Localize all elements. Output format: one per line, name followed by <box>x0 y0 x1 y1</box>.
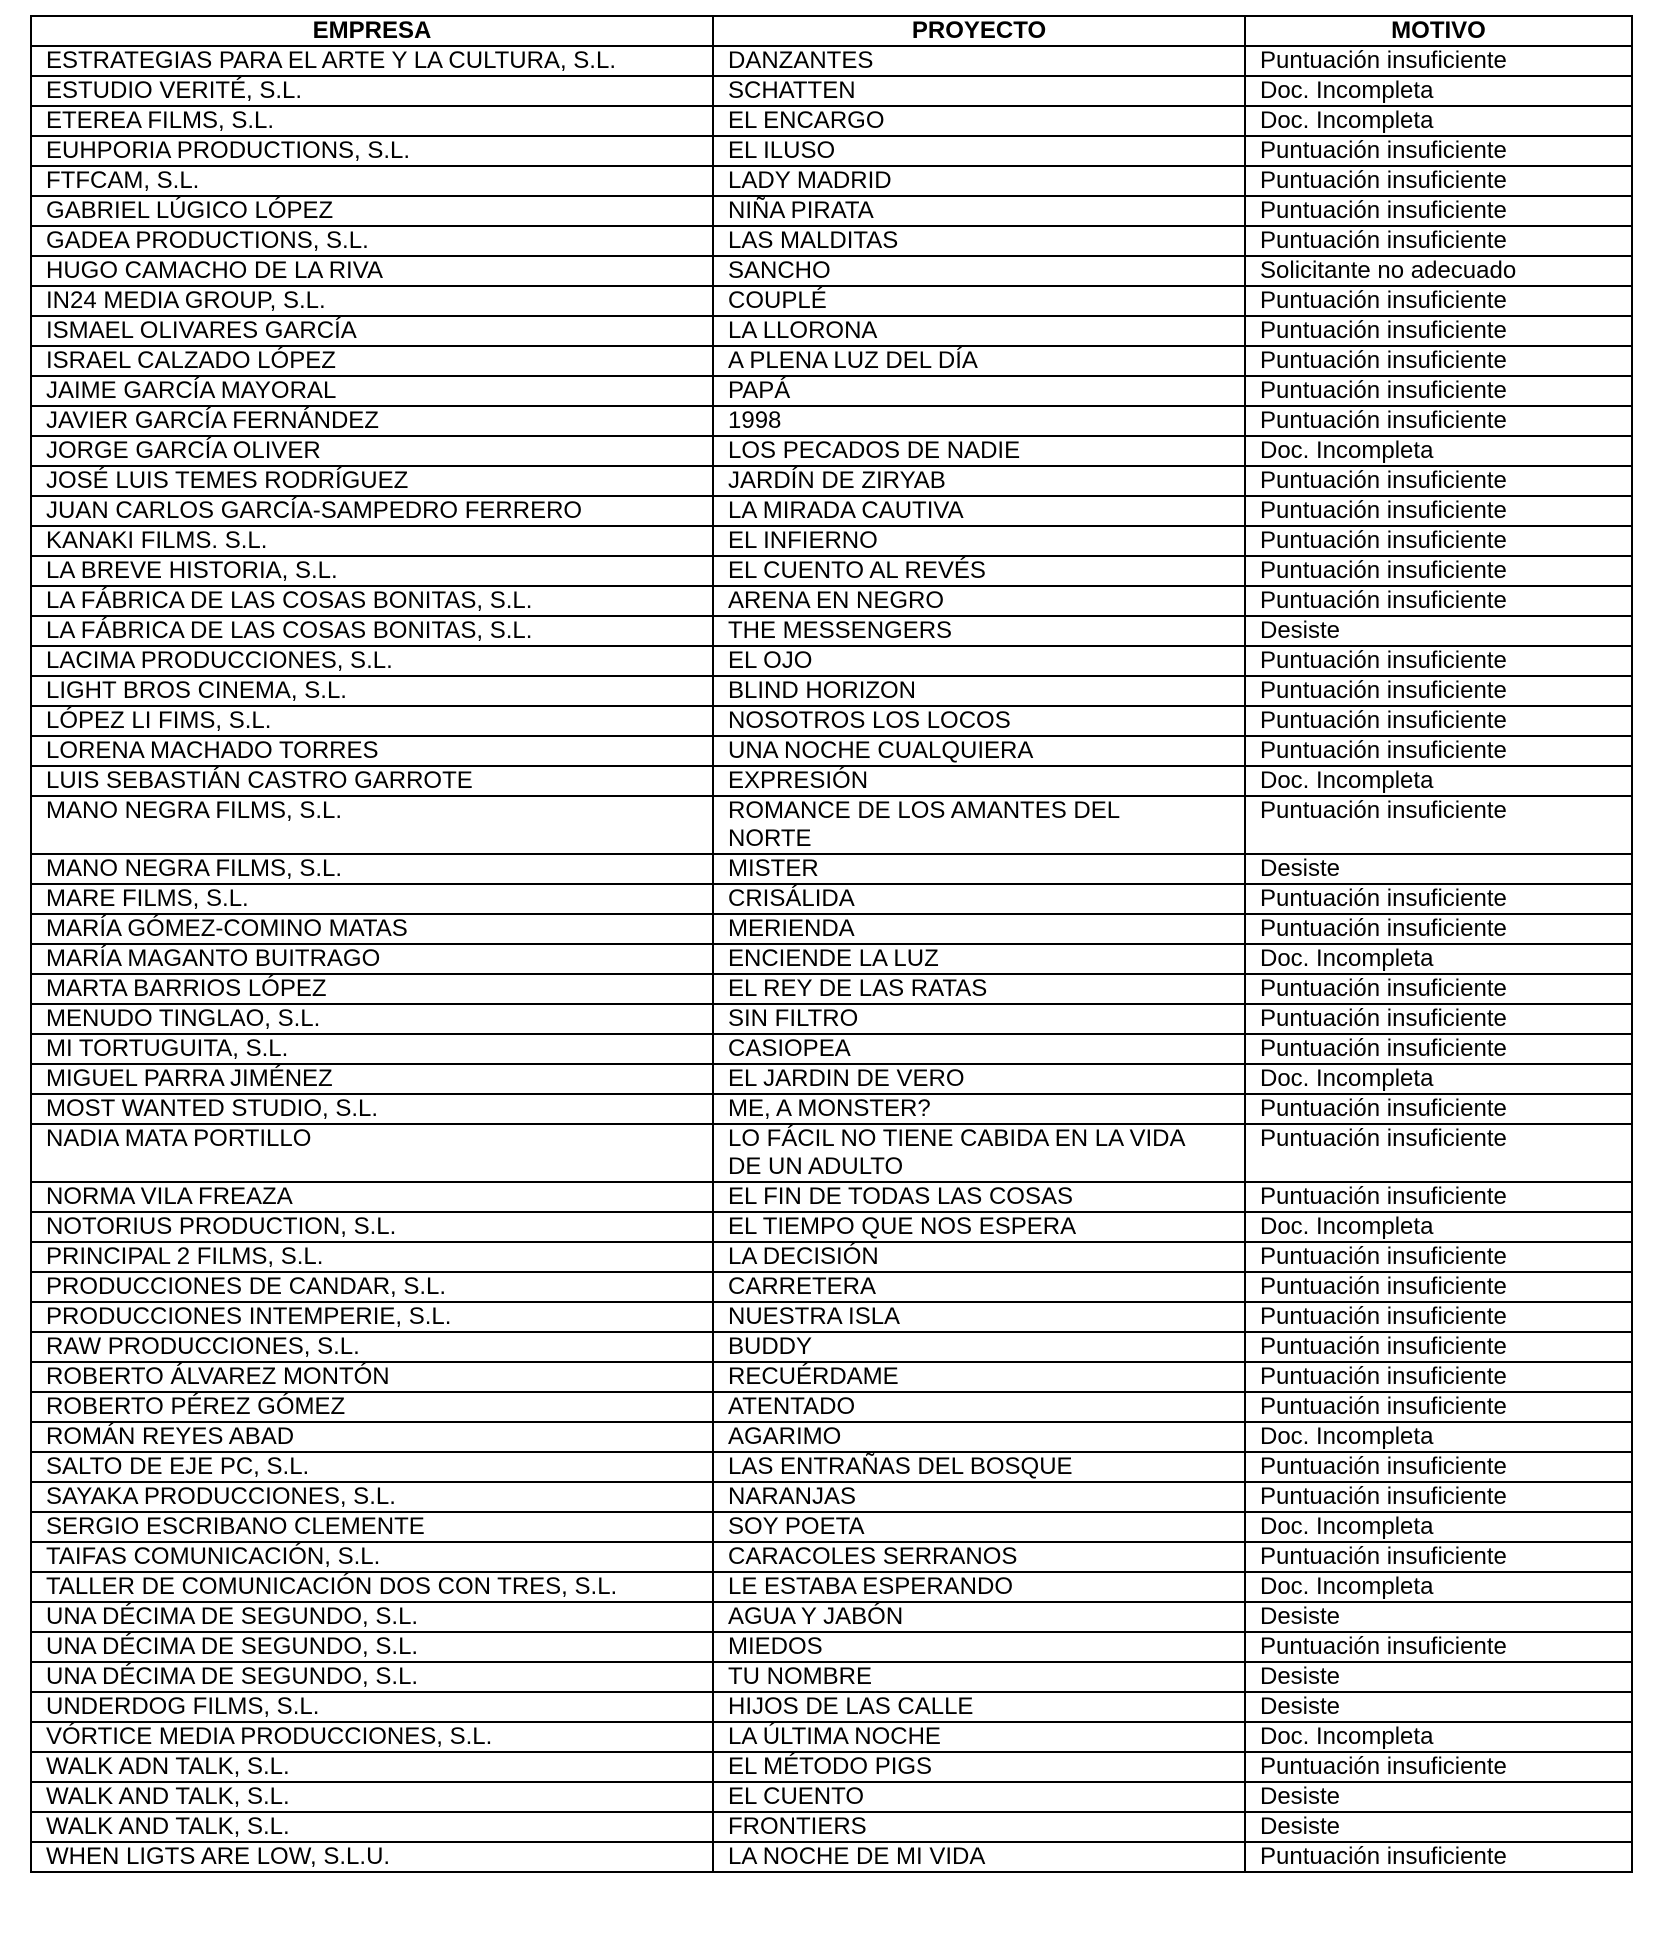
cell-motivo: Puntuación insuficiente <box>1245 196 1632 226</box>
table-row <box>31 316 1632 346</box>
table-body <box>31 46 1632 1872</box>
cell-motivo: Puntuación insuficiente <box>1245 316 1632 346</box>
table-row <box>31 1392 1632 1422</box>
table-row <box>31 46 1632 76</box>
cell-proyecto: DANZANTES <box>713 46 1245 76</box>
table-row <box>31 1752 1632 1782</box>
table-row <box>31 1124 1632 1182</box>
cell-proyecto: AGUA Y JABÓN <box>713 1602 1245 1632</box>
cell-motivo: Puntuación insuficiente <box>1245 914 1632 944</box>
cell-line: LO FÁCIL NO TIENE CABIDA EN LA VIDA <box>728 1125 1186 1152</box>
cell-motivo: Puntuación insuficiente <box>1245 974 1632 1004</box>
cell-motivo: Doc. Incompleta <box>1245 76 1632 106</box>
cell-motivo: Desiste <box>1245 1782 1632 1812</box>
cell-proyecto: LAS MALDITAS <box>713 226 1245 256</box>
cell-proyecto: EL FIN DE TODAS LAS COSAS <box>713 1182 1245 1212</box>
cell-motivo: Doc. Incompleta <box>1245 1064 1632 1094</box>
table-row <box>31 286 1632 316</box>
cell-motivo: Puntuación insuficiente <box>1245 1752 1632 1782</box>
cell-empresa: JAIME GARCÍA MAYORAL <box>31 376 713 406</box>
cell-empresa: IN24 MEDIA GROUP, S.L. <box>31 286 713 316</box>
cell-empresa: MANO NEGRA FILMS, S.L. <box>31 796 713 854</box>
cell-motivo: Desiste <box>1245 1602 1632 1632</box>
cell-motivo: Puntuación insuficiente <box>1245 1542 1632 1572</box>
table-row <box>31 256 1632 286</box>
cell-proyecto: A PLENA LUZ DEL DÍA <box>713 346 1245 376</box>
cell-proyecto: LAS ENTRAÑAS DEL BOSQUE <box>713 1452 1245 1482</box>
cell-proyecto <box>713 1124 1245 1182</box>
table-row <box>31 944 1632 974</box>
cell-empresa: NOTORIUS PRODUCTION, S.L. <box>31 1212 713 1242</box>
cell-empresa: RAW PRODUCCIONES, S.L. <box>31 1332 713 1362</box>
table-row <box>31 884 1632 914</box>
header-proyecto: PROYECTO <box>713 16 1245 46</box>
cell-proyecto: EL OJO <box>713 646 1245 676</box>
cell-proyecto: SCHATTEN <box>713 76 1245 106</box>
cell-empresa: MANO NEGRA FILMS, S.L. <box>31 854 713 884</box>
table-row <box>31 1242 1632 1272</box>
cell-motivo: Puntuación insuficiente <box>1245 466 1632 496</box>
header-empresa: EMPRESA <box>31 16 713 46</box>
table-row <box>31 166 1632 196</box>
table-row <box>31 616 1632 646</box>
table-row <box>31 436 1632 466</box>
cell-motivo: Desiste <box>1245 1812 1632 1842</box>
cell-motivo: Puntuación insuficiente <box>1245 226 1632 256</box>
cell-proyecto: ENCIENDE LA LUZ <box>713 944 1245 974</box>
table-row <box>31 914 1632 944</box>
cell-empresa: ROBERTO PÉREZ GÓMEZ <box>31 1392 713 1422</box>
cell-empresa: JOSÉ LUIS TEMES RODRÍGUEZ <box>31 466 713 496</box>
cell-empresa: SERGIO ESCRIBANO CLEMENTE <box>31 1512 713 1542</box>
table-row <box>31 376 1632 406</box>
table-row <box>31 1632 1632 1662</box>
cell-motivo: Puntuación insuficiente <box>1245 676 1632 706</box>
cell-motivo: Puntuación insuficiente <box>1245 884 1632 914</box>
cell-proyecto: EL CUENTO AL REVÉS <box>713 556 1245 586</box>
cell-empresa: MENUDO TINGLAO, S.L. <box>31 1004 713 1034</box>
cell-empresa: PRODUCCIONES INTEMPERIE, S.L. <box>31 1302 713 1332</box>
cell-motivo: Puntuación insuficiente <box>1245 1482 1632 1512</box>
cell-empresa: ROMÁN REYES ABAD <box>31 1422 713 1452</box>
cell-motivo: Desiste <box>1245 1692 1632 1722</box>
cell-proyecto: EL INFIERNO <box>713 526 1245 556</box>
table-row <box>31 796 1632 854</box>
cell-motivo: Puntuación insuficiente <box>1245 1362 1632 1392</box>
cell-proyecto: MERIENDA <box>713 914 1245 944</box>
cell-empresa: JUAN CARLOS GARCÍA-SAMPEDRO FERRERO <box>31 496 713 526</box>
cell-proyecto: LOS PECADOS DE NADIE <box>713 436 1245 466</box>
cell-empresa: HUGO CAMACHO DE LA RIVA <box>31 256 713 286</box>
cell-line: ROMANCE DE LOS AMANTES DEL <box>728 797 1121 824</box>
table-row <box>31 1004 1632 1034</box>
table-row <box>31 1812 1632 1842</box>
cell-empresa: JAVIER GARCÍA FERNÁNDEZ <box>31 406 713 436</box>
cell-proyecto: TU NOMBRE <box>713 1662 1245 1692</box>
cell-motivo: Doc. Incompleta <box>1245 1572 1632 1602</box>
table-row <box>31 556 1632 586</box>
cell-proyecto: UNA NOCHE CUALQUIERA <box>713 736 1245 766</box>
cell-empresa: JORGE GARCÍA OLIVER <box>31 436 713 466</box>
header-row <box>31 16 1632 46</box>
cell-motivo: Puntuación insuficiente <box>1245 1392 1632 1422</box>
cell-motivo: Puntuación insuficiente <box>1245 586 1632 616</box>
table-row <box>31 1512 1632 1542</box>
cell-proyecto: FRONTIERS <box>713 1812 1245 1842</box>
cell-motivo: Puntuación insuficiente <box>1245 796 1632 854</box>
table-row <box>31 974 1632 1004</box>
cell-empresa: PRODUCCIONES DE CANDAR, S.L. <box>31 1272 713 1302</box>
table-row <box>31 1272 1632 1302</box>
cell-empresa: ISMAEL OLIVARES GARCÍA <box>31 316 713 346</box>
cell-empresa: LÓPEZ LI FIMS, S.L. <box>31 706 713 736</box>
cell-proyecto: EL JARDIN DE VERO <box>713 1064 1245 1094</box>
table-row <box>31 1212 1632 1242</box>
cell-empresa: MI TORTUGUITA, S.L. <box>31 1034 713 1064</box>
cell-proyecto: EL ENCARGO <box>713 106 1245 136</box>
cell-empresa: UNA DÉCIMA DE SEGUNDO, S.L. <box>31 1602 713 1632</box>
table-row <box>31 466 1632 496</box>
cell-motivo: Puntuación insuficiente <box>1245 1124 1632 1182</box>
cell-proyecto: CRISÁLIDA <box>713 884 1245 914</box>
cell-proyecto: NIÑA PIRATA <box>713 196 1245 226</box>
cell-motivo: Puntuación insuficiente <box>1245 1632 1632 1662</box>
cell-empresa: LIGHT BROS CINEMA, S.L. <box>31 676 713 706</box>
cell-empresa: UNDERDOG FILMS, S.L. <box>31 1692 713 1722</box>
cell-empresa: LA FÁBRICA DE LAS COSAS BONITAS, S.L. <box>31 616 713 646</box>
cell-empresa: ROBERTO ÁLVAREZ MONTÓN <box>31 1362 713 1392</box>
cell-motivo: Doc. Incompleta <box>1245 944 1632 974</box>
cell-proyecto: HIJOS DE LAS CALLE <box>713 1692 1245 1722</box>
cell-empresa: ESTRATEGIAS PARA EL ARTE Y LA CULTURA, S.L. <box>31 46 713 76</box>
table-row <box>31 1572 1632 1602</box>
cell-proyecto: BLIND HORIZON <box>713 676 1245 706</box>
cell-proyecto: LA LLORONA <box>713 316 1245 346</box>
table-row <box>31 1662 1632 1692</box>
cell-empresa: SALTO DE EJE PC, S.L. <box>31 1452 713 1482</box>
cell-empresa: MARTA BARRIOS LÓPEZ <box>31 974 713 1004</box>
cell-proyecto: LADY MADRID <box>713 166 1245 196</box>
cell-proyecto: CARRETERA <box>713 1272 1245 1302</box>
cell-proyecto: NUESTRA ISLA <box>713 1302 1245 1332</box>
cell-proyecto: ME, A MONSTER? <box>713 1094 1245 1124</box>
cell-empresa: ESTUDIO VERITÉ, S.L. <box>31 76 713 106</box>
cell-motivo: Puntuación insuficiente <box>1245 646 1632 676</box>
cell-empresa: WALK AND TALK, S.L. <box>31 1782 713 1812</box>
cell-empresa: LORENA MACHADO TORRES <box>31 736 713 766</box>
cell-motivo: Puntuación insuficiente <box>1245 1242 1632 1272</box>
cell-motivo: Doc. Incompleta <box>1245 1422 1632 1452</box>
rejections-table <box>30 15 1633 1873</box>
cell-proyecto: RECUÉRDAME <box>713 1362 1245 1392</box>
table-row <box>31 136 1632 166</box>
table-row <box>31 676 1632 706</box>
table-row <box>31 106 1632 136</box>
table-row <box>31 646 1632 676</box>
table-row <box>31 1094 1632 1124</box>
cell-proyecto: ATENTADO <box>713 1392 1245 1422</box>
cell-line: NORTE <box>728 825 812 852</box>
table-row <box>31 346 1632 376</box>
cell-proyecto: ARENA EN NEGRO <box>713 586 1245 616</box>
table-row <box>31 226 1632 256</box>
cell-empresa: UNA DÉCIMA DE SEGUNDO, S.L. <box>31 1662 713 1692</box>
cell-empresa: NORMA VILA FREAZA <box>31 1182 713 1212</box>
table-row <box>31 1482 1632 1512</box>
cell-motivo: Puntuación insuficiente <box>1245 46 1632 76</box>
cell-line: DE UN ADULTO <box>728 1153 904 1180</box>
cell-motivo: Puntuación insuficiente <box>1245 286 1632 316</box>
cell-proyecto: EL ILUSO <box>713 136 1245 166</box>
table-row <box>31 706 1632 736</box>
cell-motivo: Doc. Incompleta <box>1245 1722 1632 1752</box>
table-row <box>31 736 1632 766</box>
table-row <box>31 1034 1632 1064</box>
cell-motivo: Puntuación insuficiente <box>1245 1034 1632 1064</box>
table-row <box>31 1542 1632 1572</box>
cell-proyecto: EL TIEMPO QUE NOS ESPERA <box>713 1212 1245 1242</box>
cell-empresa: EUHPORIA PRODUCTIONS, S.L. <box>31 136 713 166</box>
cell-empresa: MIGUEL PARRA JIMÉNEZ <box>31 1064 713 1094</box>
table-row <box>31 76 1632 106</box>
cell-empresa: WALK AND TALK, S.L. <box>31 1812 713 1842</box>
cell-motivo: Puntuación insuficiente <box>1245 736 1632 766</box>
cell-empresa: NADIA MATA PORTILLO <box>31 1124 713 1182</box>
cell-motivo: Puntuación insuficiente <box>1245 406 1632 436</box>
cell-empresa: MARÍA MAGANTO BUITRAGO <box>31 944 713 974</box>
cell-proyecto: EXPRESIÓN <box>713 766 1245 796</box>
table-row <box>31 406 1632 436</box>
cell-proyecto: PAPÁ <box>713 376 1245 406</box>
cell-empresa: LACIMA PRODUCCIONES, S.L. <box>31 646 713 676</box>
cell-motivo: Doc. Incompleta <box>1245 1512 1632 1542</box>
cell-motivo: Puntuación insuficiente <box>1245 166 1632 196</box>
cell-motivo: Puntuación insuficiente <box>1245 556 1632 586</box>
cell-proyecto: AGARIMO <box>713 1422 1245 1452</box>
cell-motivo: Puntuación insuficiente <box>1245 1452 1632 1482</box>
table-row <box>31 1602 1632 1632</box>
cell-proyecto: MISTER <box>713 854 1245 884</box>
cell-proyecto: LA DECISIÓN <box>713 1242 1245 1272</box>
table-row <box>31 1842 1632 1872</box>
table-row <box>31 1422 1632 1452</box>
cell-proyecto: SIN FILTRO <box>713 1004 1245 1034</box>
cell-empresa: WHEN LIGTS ARE LOW, S.L.U. <box>31 1842 713 1872</box>
cell-empresa: ETEREA FILMS, S.L. <box>31 106 713 136</box>
table-row <box>31 1452 1632 1482</box>
cell-motivo: Doc. Incompleta <box>1245 1212 1632 1242</box>
cell-proyecto: SOY POETA <box>713 1512 1245 1542</box>
cell-motivo: Doc. Incompleta <box>1245 436 1632 466</box>
cell-motivo: Puntuación insuficiente <box>1245 706 1632 736</box>
cell-motivo: Desiste <box>1245 616 1632 646</box>
cell-proyecto: LA NOCHE DE MI VIDA <box>713 1842 1245 1872</box>
cell-motivo: Puntuación insuficiente <box>1245 346 1632 376</box>
cell-empresa: GABRIEL LÚGICO LÓPEZ <box>31 196 713 226</box>
table-row <box>31 1722 1632 1752</box>
cell-motivo: Puntuación insuficiente <box>1245 136 1632 166</box>
cell-empresa: MOST WANTED STUDIO, S.L. <box>31 1094 713 1124</box>
table-row <box>31 1362 1632 1392</box>
cell-proyecto: 1998 <box>713 406 1245 436</box>
cell-motivo: Desiste <box>1245 1662 1632 1692</box>
cell-motivo: Puntuación insuficiente <box>1245 1004 1632 1034</box>
table-row <box>31 496 1632 526</box>
table-row <box>31 1064 1632 1094</box>
cell-empresa: MARÍA GÓMEZ-COMINO MATAS <box>31 914 713 944</box>
cell-proyecto: COUPLÉ <box>713 286 1245 316</box>
cell-empresa: WALK ADN TALK, S.L. <box>31 1752 713 1782</box>
cell-motivo: Puntuación insuficiente <box>1245 1842 1632 1872</box>
table-row <box>31 1692 1632 1722</box>
cell-proyecto: SANCHO <box>713 256 1245 286</box>
header-motivo: MOTIVO <box>1245 16 1632 46</box>
cell-empresa: LA BREVE HISTORIA, S.L. <box>31 556 713 586</box>
cell-motivo: Puntuación insuficiente <box>1245 1182 1632 1212</box>
cell-motivo: Puntuación insuficiente <box>1245 526 1632 556</box>
cell-empresa: UNA DÉCIMA DE SEGUNDO, S.L. <box>31 1632 713 1662</box>
table-row <box>31 1182 1632 1212</box>
cell-motivo: Puntuación insuficiente <box>1245 1332 1632 1362</box>
cell-empresa: PRINCIPAL 2 FILMS, S.L. <box>31 1242 713 1272</box>
cell-proyecto: EL CUENTO <box>713 1782 1245 1812</box>
cell-empresa: ISRAEL CALZADO LÓPEZ <box>31 346 713 376</box>
cell-proyecto: LE ESTABA ESPERANDO <box>713 1572 1245 1602</box>
cell-proyecto: LA MIRADA CAUTIVA <box>713 496 1245 526</box>
cell-motivo: Desiste <box>1245 854 1632 884</box>
cell-proyecto: NARANJAS <box>713 1482 1245 1512</box>
table-row <box>31 1782 1632 1812</box>
cell-empresa: MARE FILMS, S.L. <box>31 884 713 914</box>
table-row <box>31 854 1632 884</box>
table-row <box>31 766 1632 796</box>
cell-empresa: VÓRTICE MEDIA PRODUCCIONES, S.L. <box>31 1722 713 1752</box>
cell-motivo: Puntuación insuficiente <box>1245 1272 1632 1302</box>
cell-proyecto: CASIOPEA <box>713 1034 1245 1064</box>
table-row <box>31 1332 1632 1362</box>
cell-empresa: FTFCAM, S.L. <box>31 166 713 196</box>
cell-empresa: TALLER DE COMUNICACIÓN DOS CON TRES, S.L. <box>31 1572 713 1602</box>
cell-proyecto: BUDDY <box>713 1332 1245 1362</box>
cell-motivo: Puntuación insuficiente <box>1245 376 1632 406</box>
cell-proyecto <box>713 796 1245 854</box>
cell-empresa: LUIS SEBASTIÁN CASTRO GARROTE <box>31 766 713 796</box>
cell-empresa: KANAKI FILMS. S.L. <box>31 526 713 556</box>
cell-proyecto: MIEDOS <box>713 1632 1245 1662</box>
cell-motivo: Puntuación insuficiente <box>1245 496 1632 526</box>
cell-empresa: TAIFAS COMUNICACIÓN, S.L. <box>31 1542 713 1572</box>
cell-motivo: Doc. Incompleta <box>1245 766 1632 796</box>
cell-empresa: SAYAKA PRODUCCIONES, S.L. <box>31 1482 713 1512</box>
table-row <box>31 1302 1632 1332</box>
cell-proyecto: JARDÍN DE ZIRYAB <box>713 466 1245 496</box>
cell-motivo: Puntuación insuficiente <box>1245 1302 1632 1332</box>
cell-proyecto: CARACOLES SERRANOS <box>713 1542 1245 1572</box>
cell-proyecto: EL MÉTODO PIGS <box>713 1752 1245 1782</box>
cell-proyecto: EL REY DE LAS RATAS <box>713 974 1245 1004</box>
cell-proyecto: LA ÚLTIMA NOCHE <box>713 1722 1245 1752</box>
table-row <box>31 526 1632 556</box>
cell-motivo: Puntuación insuficiente <box>1245 1094 1632 1124</box>
cell-proyecto: THE MESSENGERS <box>713 616 1245 646</box>
cell-empresa: LA FÁBRICA DE LAS COSAS BONITAS, S.L. <box>31 586 713 616</box>
cell-empresa: GADEA PRODUCTIONS, S.L. <box>31 226 713 256</box>
table-row <box>31 196 1632 226</box>
cell-motivo: Doc. Incompleta <box>1245 106 1632 136</box>
table-row <box>31 586 1632 616</box>
cell-motivo: Solicitante no adecuado <box>1245 256 1632 286</box>
cell-proyecto: NOSOTROS LOS LOCOS <box>713 706 1245 736</box>
